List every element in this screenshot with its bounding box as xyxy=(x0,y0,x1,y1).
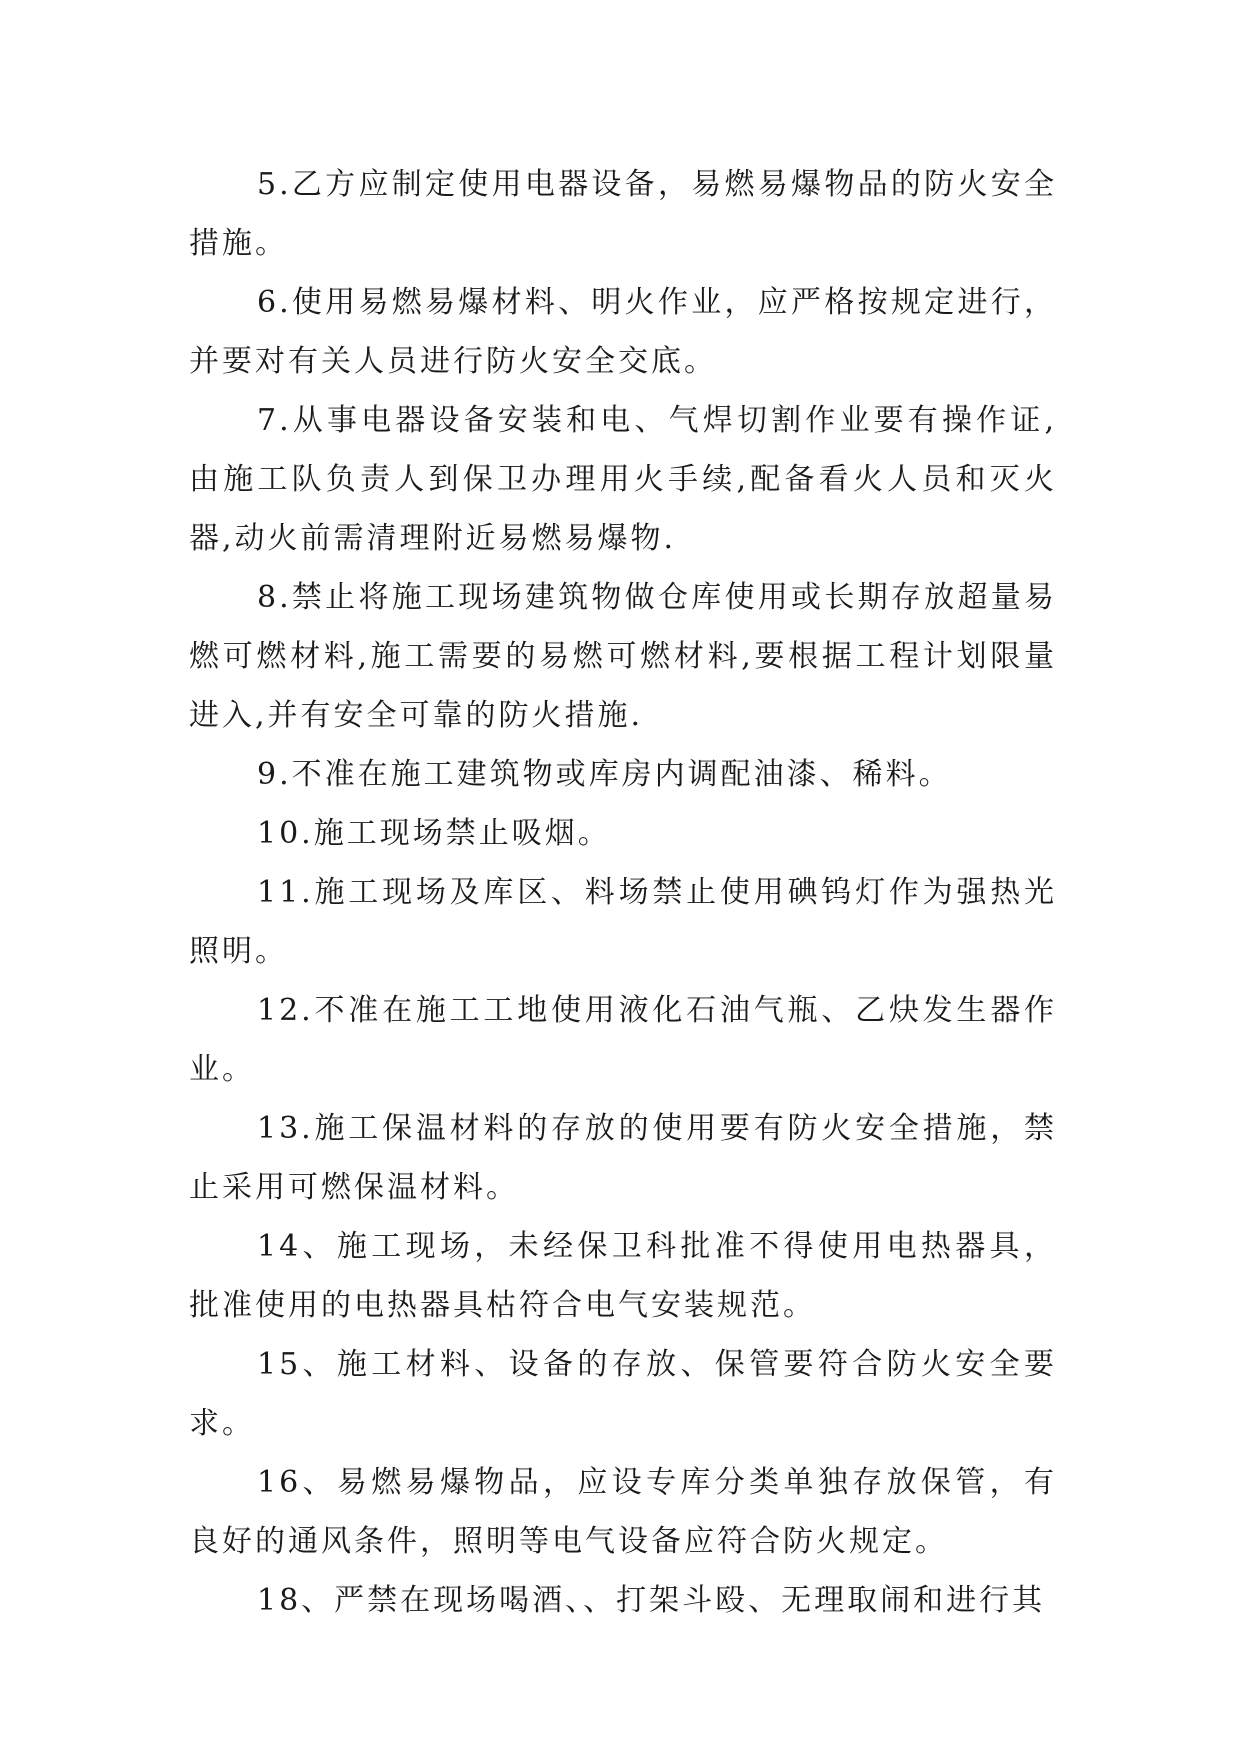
paragraph-item-14: 14、施工现场，未经保卫科批准不得使用电热器具，批准使用的电热器具枯符合电气安装规范。 xyxy=(189,1229,1057,1323)
paragraph-item-6: 6.使用易燃易爆材料、明火作业，应严格按规定进行，并要对有关人员进行防火安全交底。 xyxy=(189,285,1057,379)
paragraph-item-12: 12.不准在施工工地使用液化石油气瓶、乙炔发生器作业。 xyxy=(189,993,1057,1087)
paragraph-item-15: 15、施工材料、设备的存放、保管要符合防火安全要求。 xyxy=(189,1347,1057,1441)
paragraph-item-16: 16、易燃易爆物品，应设专库分类单独存放保管，有良好的通风条件，照明等电气设备应符合防火规定。 xyxy=(189,1465,1057,1559)
paragraph-item-5: 5.乙方应制定使用电器设备，易燃易爆物品的防火安全措施。 xyxy=(189,167,1057,261)
paragraph-item-10: 10.施工现场禁止吸烟。 xyxy=(257,816,611,851)
paragraph-item-11: 11.施工现场及库区、料场禁止使用碘钨灯作为强热光照明。 xyxy=(189,875,1057,969)
paragraph-item-7: 7.从事电器设备安装和电、气焊切割作业要有操作证,由施工队负责人到保卫办理用火手续,配备看火人员和灭火器,动火前需清理附近易燃易爆物. xyxy=(189,403,1057,556)
paragraph-item-13: 13.施工保温材料的存放的使用要有防火安全措施，禁止采用可燃保温材料。 xyxy=(189,1111,1057,1205)
paragraph-item-18: 18、严禁在现场喝酒、、打架斗殴、无理取闹和进行其 xyxy=(257,1583,1046,1618)
paragraph-item-8: 8.禁止将施工现场建筑物做仓库使用或长期存放超量易燃可燃材料,施工需要的易燃可燃材料,要根据工程计划限量进入,并有安全可靠的防火措施. xyxy=(189,580,1057,733)
document-body xyxy=(189,155,1057,1630)
paragraph-item-9: 9.不准在施工建筑物或库房内调配油漆、稀料。 xyxy=(257,757,952,792)
